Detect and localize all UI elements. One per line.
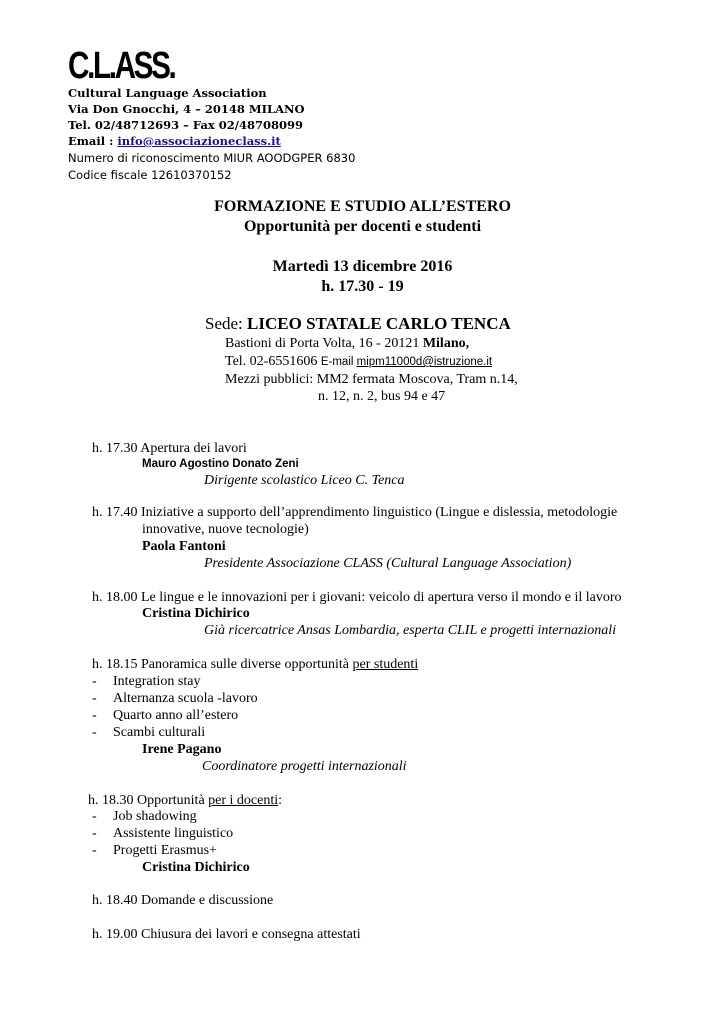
org-address: Via Don Gnocchi, 4 – 20148 MILANO	[68, 102, 305, 116]
speaker-name: Paola Fantoni	[142, 539, 226, 554]
program-title: Panoramica sulle diverse opportunità	[141, 657, 353, 672]
list-item: - Quarto anno all’estero	[92, 708, 239, 723]
list-item: - Job shadowing	[92, 809, 197, 824]
program-item-3	[92, 589, 622, 606]
venue-line	[205, 313, 511, 335]
list-item: - Alternanza scuola -lavoro	[92, 691, 258, 706]
program-title-underlined: per i docenti	[208, 793, 279, 808]
title-line1: FORMAZIONE E STUDIO ALL’ESTERO	[214, 198, 511, 215]
speaker-role: Presidente Associazione CLASS (Cultural Language Association)	[204, 556, 572, 571]
speaker-name: Mauro Agostino Donato Zeni	[142, 458, 299, 470]
program-item-7	[92, 926, 361, 943]
email-label: Email :	[68, 134, 118, 148]
speaker-role: Già ricercatrice Ansas Lombardia, esperta CLIL e progetti internazionali	[204, 623, 617, 638]
program-time: h. 19.00	[92, 927, 141, 942]
venue-street: Bastioni di Porta Volta, 16 - 20121	[225, 336, 423, 351]
program-item-2	[92, 504, 617, 521]
program-title-cont: innovative, nuove tecnologie)	[142, 522, 309, 537]
program-item-1	[92, 440, 247, 457]
venue-street-line	[225, 335, 469, 353]
venue-tel: Tel. 02-6551606	[225, 354, 321, 369]
program-item-4	[92, 656, 418, 673]
program-title: Apertura dei lavori	[140, 441, 247, 456]
speaker-name: Irene Pagano	[142, 742, 222, 757]
program-time: h. 17.40	[92, 505, 141, 520]
program-time: h. 18.00	[92, 590, 141, 605]
program-time: h. 18.15	[92, 657, 141, 672]
program-item-6	[92, 892, 273, 909]
program-time: h. 18.30	[88, 793, 137, 808]
venue-contact-line	[225, 353, 492, 371]
program-title: Opportunità	[137, 793, 209, 808]
org-email-line	[68, 133, 281, 150]
program-title-underlined: per studenti	[352, 657, 419, 672]
list-item: - Scambi culturali	[92, 725, 206, 740]
list-item: - Integration stay	[92, 674, 201, 689]
program-title: Domande e discussione	[141, 893, 274, 908]
title-line2: Opportunità per docenti e studenti	[243, 218, 482, 235]
program-item-5: h. 18.30 Opportunità per i docenti:	[88, 793, 283, 808]
program-time: h. 17.30	[92, 441, 141, 456]
list-item: - Assistente linguistico	[92, 826, 234, 841]
venue-label: Sede:	[205, 314, 248, 333]
speaker-name: Cristina Dichirico	[142, 860, 250, 875]
org-phone-fax: Tel. 02/48712693 – Fax 02/48708099	[68, 118, 303, 132]
program-time: h. 18.40	[92, 893, 141, 908]
miur-number: Numero di riconoscimento MIUR AOODGPER 6830	[68, 151, 356, 165]
tax-code: Codice fiscale 12610370152	[68, 168, 232, 182]
program-title: Chiusura dei lavori e consegna attestati	[141, 927, 361, 942]
email-link[interactable]: info@associazioneclass.it	[117, 134, 281, 148]
event-date: Martedì 13 dicembre 2016	[272, 258, 453, 275]
venue-name: LICEO STATALE CARLO TENCA	[247, 314, 511, 333]
venue-transport-1: Mezzi pubblici: MM2 fermata Moscova, Tram n.14,	[225, 372, 518, 387]
speaker-role: Dirigente scolastico Liceo C. Tenca	[204, 473, 405, 488]
program-title: Iniziative a supporto dell’apprendimento linguistico (Lingue e dislessia, metodologie	[141, 505, 618, 520]
venue-transport-2: n. 12, n. 2, bus 94 e 47	[318, 389, 446, 404]
logo: C.L.ASS.	[68, 45, 175, 87]
venue-city: Milano,	[422, 336, 470, 351]
org-name: Cultural Language Association	[68, 86, 267, 100]
program-title: Le lingue e le innovazioni per i giovani: veicolo di apertura verso il mondo e il lavoro	[141, 590, 622, 605]
speaker-name: Cristina Dichirico	[142, 606, 250, 621]
speaker-role: Coordinatore progetti internazionali	[202, 759, 407, 774]
list-item: - Progetti Erasmus+	[92, 843, 217, 858]
venue-email-label: E-mail	[320, 356, 357, 368]
venue-email-link[interactable]: mipm11000d@istruzione.it	[356, 356, 493, 368]
event-hours: h. 17.30 - 19	[321, 278, 404, 295]
